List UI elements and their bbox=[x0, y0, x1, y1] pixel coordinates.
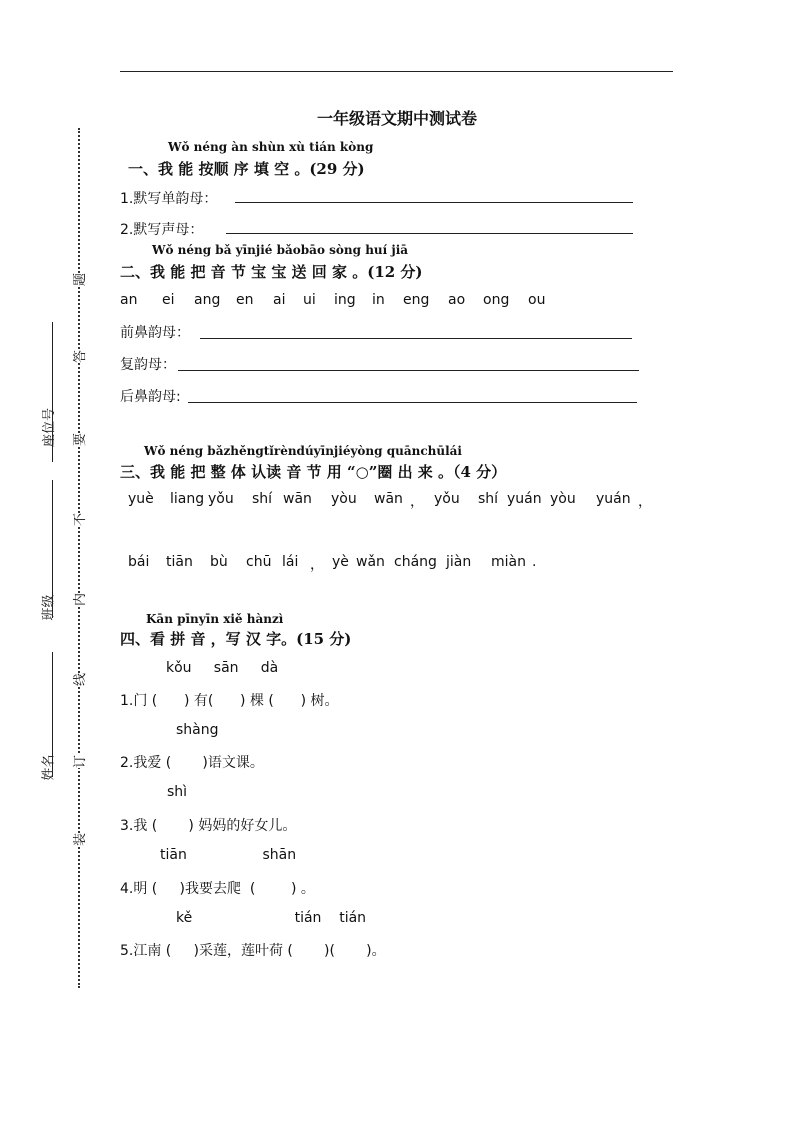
section2-q3-answer-line[interactable] bbox=[188, 402, 637, 403]
section2-syllable: ao bbox=[448, 292, 466, 308]
margin-char-da: 答 bbox=[67, 350, 90, 363]
class-line[interactable] bbox=[52, 480, 53, 618]
section4-item1-text: 1.门 ( ) 有( ) 棵 ( ) 树。 bbox=[120, 693, 339, 709]
section3-line1-syllable: yǒu bbox=[208, 491, 234, 507]
section2-q1-label: 前鼻韵母： bbox=[120, 325, 190, 341]
section2-syllable: ang bbox=[194, 292, 221, 308]
section3-line1-syllable: yòu bbox=[331, 491, 357, 507]
section2-syllable: an bbox=[120, 292, 138, 308]
section3-line2-syllable: jiàn bbox=[446, 554, 472, 570]
margin-char-ding: 订 bbox=[67, 755, 90, 768]
margin-char-ti: 题 bbox=[67, 273, 90, 286]
seat-number-line[interactable] bbox=[52, 322, 53, 462]
section4-item2-pinyin: shàng bbox=[176, 722, 219, 738]
section3-line2-syllable: tiān bbox=[166, 554, 193, 570]
section3-line2-syllable: chū bbox=[246, 554, 272, 570]
section4-pinyin: Kān pīnyīn xiě hànzì bbox=[146, 612, 284, 626]
section1-heading: 一、我 能 按顺 序 填 空 。(29 分) bbox=[128, 160, 365, 178]
section4-item3-pinyin: shì bbox=[167, 784, 188, 800]
section3-line2-syllable: . bbox=[532, 554, 537, 570]
section4-item1-pinyin: kǒu sān dà bbox=[166, 660, 279, 676]
section2-q2-label: 复韵母： bbox=[120, 357, 176, 373]
section3-line1-syllable: wān bbox=[374, 491, 403, 507]
section2-pinyin: Wǒ néng bǎ yīnjié bǎobāo sòng huí jiā bbox=[152, 243, 409, 257]
section4-item5-text: 5.江南 ( )采莲，莲叶荷 ( )( )。 bbox=[120, 943, 386, 959]
section3-line2-syllable: miàn bbox=[491, 554, 526, 570]
name-label: 姓名 bbox=[41, 754, 57, 781]
section4-item3-text: 3.我 ( ) 妈妈的好女儿。 bbox=[120, 818, 297, 834]
section1-q1-label: 1.默写单韵母： bbox=[120, 191, 218, 207]
section3-line1-syllable: yuè bbox=[128, 491, 154, 507]
section2-syllable: in bbox=[372, 292, 385, 308]
section3-line2-syllable: yè bbox=[332, 554, 349, 570]
section3-line2-syllable: bù bbox=[210, 554, 228, 570]
section3-pinyin: Wǒ néng bǎzhěngtǐrèndúyīnjiéyòng quānchūlái bbox=[144, 444, 462, 458]
section2-syllable: ong bbox=[483, 292, 510, 308]
section2-syllable: en bbox=[236, 292, 254, 308]
section3-line1-syllable: yǒu bbox=[434, 491, 460, 507]
section3-line2-syllable: cháng bbox=[394, 554, 437, 570]
margin-char-bu: 不 bbox=[67, 513, 90, 526]
section2-q1-answer-line[interactable] bbox=[200, 338, 632, 339]
section3-line1-syllable: yuán bbox=[596, 491, 631, 507]
section1-q1-answer-line[interactable] bbox=[235, 202, 633, 203]
section1-pinyin: Wǒ néng àn shùn xù tián kòng bbox=[168, 140, 374, 154]
name-line[interactable] bbox=[52, 652, 53, 777]
section1-q2-label: 2.默写声母： bbox=[120, 222, 204, 238]
section3-line1-syllable: ， bbox=[638, 494, 652, 510]
margin-char-nei: 内 bbox=[67, 593, 90, 606]
margin-char-zhuang: 装 bbox=[67, 833, 90, 846]
section3-line1-syllable: liang bbox=[170, 491, 205, 507]
section3-line2-syllable: ， bbox=[310, 557, 324, 573]
section3-line2-syllable: bái bbox=[128, 554, 150, 570]
section3-line1-syllable: shí bbox=[478, 491, 499, 507]
section2-q3-label: 后鼻韵母: bbox=[120, 389, 181, 405]
section3-line1-syllable: yuán bbox=[507, 491, 542, 507]
section2-syllable: eng bbox=[403, 292, 430, 308]
section1-q2-answer-line[interactable] bbox=[226, 233, 633, 234]
section3-line1-syllable: ， bbox=[410, 494, 424, 510]
section2-syllable: ai bbox=[273, 292, 286, 308]
section3-line1-syllable: yòu bbox=[550, 491, 576, 507]
section4-item5-pinyin: kě tián tián bbox=[176, 910, 367, 926]
header-rule bbox=[120, 71, 673, 72]
section2-syllable: ing bbox=[334, 292, 356, 308]
section3-heading: 三、我 能 把 整 体 认读 音 节 用 “○”圈 出 来 。（4 分） bbox=[120, 463, 507, 481]
section3-line2-syllable: wǎn bbox=[356, 554, 385, 570]
margin-char-yao: 要 bbox=[67, 433, 90, 446]
section4-heading: 四、看 拼 音 ，写 汉 字。(15 分) bbox=[120, 630, 352, 648]
section3-line1-syllable: wān bbox=[283, 491, 312, 507]
section2-heading: 二、我 能 把 音 节 宝 宝 送 回 家 。(12 分) bbox=[120, 263, 423, 281]
section2-syllable: ou bbox=[528, 292, 546, 308]
section2-syllable: ei bbox=[162, 292, 175, 308]
class-label: 班级 bbox=[41, 594, 57, 621]
section4-item2-text: 2.我爱 ( )语文课。 bbox=[120, 755, 264, 771]
section3-line1-syllable: shí bbox=[252, 491, 273, 507]
section3-line2-syllable: lái bbox=[282, 554, 299, 570]
margin-char-xian: 线 bbox=[67, 673, 90, 686]
section4-item4-pinyin: tiān shān bbox=[160, 847, 297, 863]
seat-number-label: 座位号 bbox=[42, 407, 58, 448]
section4-item4-text: 4.明 ( )我要去爬 ( ) 。 bbox=[120, 881, 315, 897]
binding-dotted-line bbox=[78, 128, 80, 988]
section2-q2-answer-line[interactable] bbox=[178, 370, 639, 371]
page-title: 一年级语文期中测试卷 bbox=[316, 109, 477, 128]
section2-syllable: ui bbox=[303, 292, 316, 308]
